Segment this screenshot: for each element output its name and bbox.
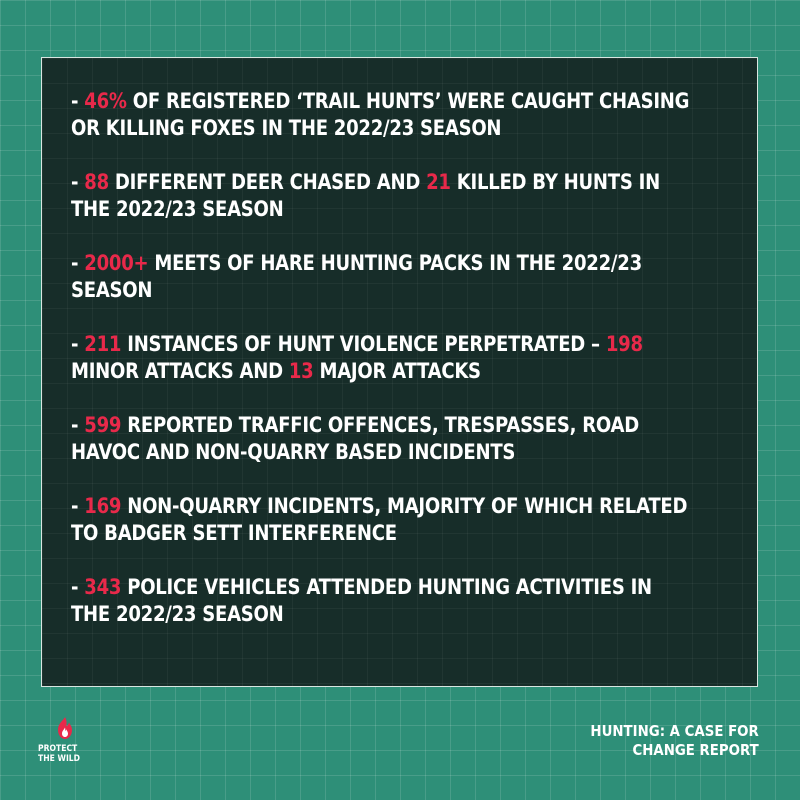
logo-line: PROTECT [38, 744, 78, 754]
fact-highlight: 21 [426, 170, 451, 194]
report-title-line: CHANGE REPORT [632, 741, 759, 759]
fact-highlight: 211 [84, 332, 122, 356]
fact-item [71, 88, 733, 142]
logo-wordmark [38, 744, 80, 764]
fact-item [71, 412, 733, 466]
report-title-line: HUNTING: A CASE FOR [590, 722, 759, 740]
protect-the-wild-logo [38, 716, 98, 766]
fact-text: NON-QUARRY INCIDENTS, MAJORITY OF WHICH RELATED TO BADGER SETT INTERFERENCE [71, 494, 688, 545]
fact-bullet: - [71, 413, 85, 437]
logo-line: THE WILD [38, 754, 81, 764]
fact-bullet: - [71, 332, 85, 356]
report-title [591, 722, 759, 760]
fact-highlight: 2000+ [84, 251, 149, 275]
fact-highlight: 13 [288, 359, 314, 383]
fact-highlight: 169 [84, 494, 122, 518]
fact-text: MAJOR ATTACKS [313, 359, 481, 383]
fact-bullet: - [71, 89, 85, 113]
fact-text: POLICE VEHICLES ATTENDED HUNTING ACTIVITIES IN THE 2022/23 SEASON [71, 575, 652, 626]
fact-text: INSTANCES OF HUNT VIOLENCE PERPETRATED – [121, 332, 606, 356]
fact-item [71, 250, 733, 304]
fact-bullet: - [71, 494, 85, 518]
fact-bullet: - [71, 251, 85, 275]
fact-bullet: - [71, 170, 85, 194]
fact-highlight: 46% [84, 89, 127, 113]
fact-highlight: 599 [84, 413, 122, 437]
fact-highlight: 343 [84, 575, 122, 599]
fact-item [71, 331, 733, 385]
fact-item [71, 574, 733, 628]
facts-panel [41, 57, 758, 687]
fact-highlight: 198 [605, 332, 643, 356]
fact-text: MINOR ATTACKS AND [71, 359, 283, 383]
fact-item [71, 169, 733, 223]
fact-highlight: 88 [84, 170, 109, 194]
fact-text: DIFFERENT DEER CHASED AND [108, 170, 427, 194]
fact-text: KILLED BY HUNTS IN THE 2022/23 SEASON [71, 170, 660, 221]
fact-bullet: - [71, 575, 85, 599]
fact-text: MEETS OF HARE HUNTING PACKS IN THE 2022/23 SEASON [71, 251, 642, 302]
fact-text: OF REGISTERED ‘TRAIL HUNTS’ WERE CAUGHT CHASING OR KILLING FOXES IN THE 2022/23 SEASON [71, 89, 690, 140]
fact-text: REPORTED TRAFFIC OFFENCES, TRESPASSES, ROAD HAVOC AND NON-QUARRY BASED INCIDENTS [71, 413, 639, 464]
fact-item [71, 493, 733, 547]
flame-icon [54, 716, 76, 740]
